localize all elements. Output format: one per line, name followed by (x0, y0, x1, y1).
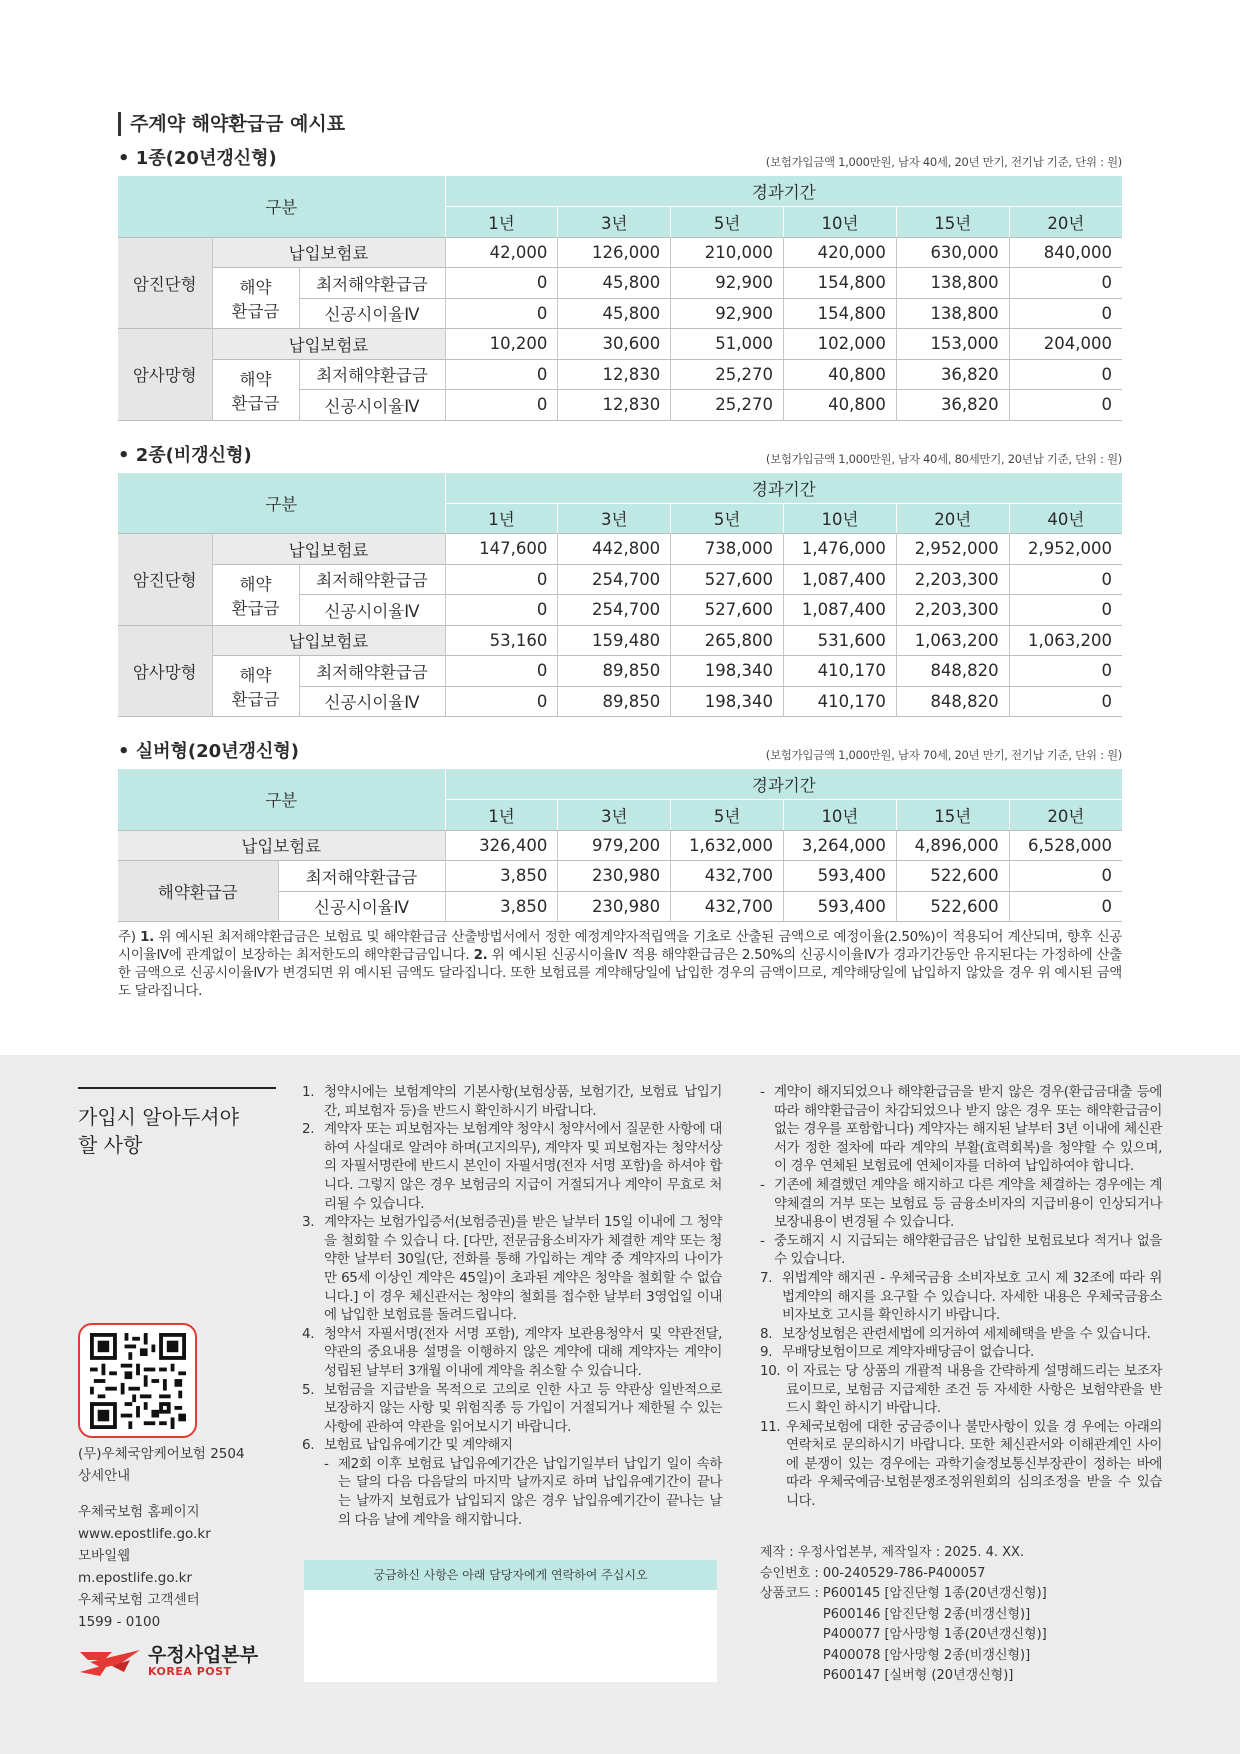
cell: 1,063,200 (1009, 625, 1122, 656)
cell: 0 (445, 656, 558, 687)
sub-item-text: 기존에 체결했던 계약을 해지하고 다른 계약을 체결하는 경우에는 계약체결의 거부 또는 보험료 등 금융소비자의 지급비용이 인상되거나 보장내용이 변경될 수 있습니다. (774, 1176, 1162, 1231)
group-label: 암사망형 (118, 625, 212, 717)
public-rate-label: 신공시이율Ⅳ (278, 891, 445, 922)
period-header: 경과기간 (445, 769, 1122, 800)
notice-column-2 (760, 1083, 1162, 1511)
made-by: 제작 : 우정사업본부, 제작일자 : 2025. 4. XX. (760, 1545, 1025, 1560)
cell: 89,850 (558, 656, 671, 687)
product-code: P600145 [암진단형 1종(20년갱신형)] (822, 1586, 1047, 1601)
refund-label-2: 환급금 (231, 598, 280, 618)
year-header: 1년 (445, 207, 558, 238)
cell: 12,830 (558, 359, 671, 390)
year-header: 20년 (896, 503, 1009, 534)
cell: 40,800 (784, 359, 897, 390)
table1-header (118, 146, 1122, 170)
list-item (302, 1120, 722, 1213)
item-number: 9. (760, 1344, 773, 1361)
item-number: 5. (302, 1381, 315, 1398)
cell: 1,087,400 (784, 564, 897, 595)
item-text: 청약시에는 보험계약의 기본사항(보험상품, 보험기간, 보험료 납입기간, 피보험자 등)을 반드시 확인하시기 바랍니다. (324, 1084, 722, 1119)
title-rule (78, 1087, 276, 1089)
list-item (302, 1436, 722, 1455)
side-info (78, 1443, 278, 1633)
cell: 593,400 (784, 861, 897, 892)
cell: 210,000 (671, 237, 784, 268)
year-header: 5년 (671, 800, 784, 831)
cell: 89,850 (558, 686, 671, 717)
mobile-link[interactable]: m.epostlife.go.kr (78, 1570, 193, 1586)
gubun-header: 구분 (118, 176, 445, 237)
item-number: 11. (760, 1418, 781, 1435)
cell: 198,340 (671, 686, 784, 717)
table2-header (118, 443, 1122, 467)
cell: 840,000 (1009, 237, 1122, 268)
cell: 51,000 (671, 329, 784, 360)
sub-item: - 기존에 체결했던 계약을 해지하고 다른 계약을 체결하는 경우에는 계약체결의 거부 또는 보험료 등 금융소비자의 지급비용이 인상되거나 보장내용이 변경될 수 있습니다. (760, 1176, 1162, 1231)
table3-note: (보험가입금액 1,000만원, 남자 70세, 20년 만기, 전기납 기준, 단위 : 원) (765, 748, 1122, 762)
refund-label (212, 564, 299, 625)
cell: 527,600 (671, 595, 784, 626)
cell: 527,600 (671, 564, 784, 595)
list-item (760, 1362, 1162, 1418)
cell: 1,063,200 (896, 625, 1009, 656)
table-header-row (118, 176, 1122, 207)
cell: 0 (1009, 656, 1122, 687)
approval-number: 승인번호 : 00-240529-786-P400057 (760, 1565, 986, 1581)
cell: 92,900 (671, 268, 784, 299)
min-refund-label: 최저해약환급금 (299, 564, 445, 595)
year-header: 10년 (784, 207, 897, 238)
item-text: 계약자는 보험가입증서(보험증권)를 받은 날부터 15일 이내에 그 청약을 철회할 수 있습니 다. [다만, 전문금융소비자가 체결한 계약 또는 청약한 날부터 30일(단, 전화를 통해 가입하는 계약 중 계약자의 나이가 만 65세 이상인 계약은 45일)이 초과된 계약은 청약을 철회할 수 없습니다.] 이 경우 체신관서는 청약의 철회를 접수한 날부터 3영업일 이내에 납입한 보험료를 돌려드립니다. (324, 1214, 722, 1324)
item-text: 보장성보험은 관련세법에 의거하여 세제혜택을 받을 수 있습니다. (782, 1325, 1151, 1342)
product-code: P400078 [암사망형 2종(비갱신형)] (822, 1647, 1031, 1663)
item-text: 보험금을 지급받을 목적으로 고의로 인한 사고 등 약관상 일반적으로 보장하지 않는 사항 및 위험직종 등 가입이 거절되거나 제한될 수 있는 사항에 관하여 약관을 읽어보시기 바랍니다. (324, 1381, 722, 1435)
table-row (118, 534, 1122, 565)
cell: 92,900 (671, 298, 784, 329)
sub-item: - 중도해지 시 지급되는 해약환급금은 납입한 보험료보다 적거나 없을 수 있습니다. (760, 1232, 1162, 1268)
cell: 154,800 (784, 298, 897, 329)
cell: 36,820 (896, 359, 1009, 390)
cell: 0 (445, 595, 558, 626)
premium-label: 납입보험료 (118, 830, 445, 861)
product-info (78, 1443, 278, 1487)
refund-label (212, 268, 299, 329)
list-item (760, 1269, 1162, 1325)
production-info (760, 1543, 1047, 1687)
table-row (118, 656, 1122, 687)
premium-label: 납입보험료 (212, 237, 445, 268)
table3-title: • 실버형(20년갱신형) (118, 741, 299, 762)
year-header: 3년 (558, 800, 671, 831)
cell: 593,400 (784, 891, 897, 922)
footnote-text-1: 위 예시된 최저해약환급금은 보험료 및 해약환급금 산출방법서에서 정한 예정계약자적립액을 기초로 산출된 금액으로 예정이율(2.50%)이 적용되어 계산되며, 향후 신공시이율Ⅳ에 관계없이 보장하는 최저한도의 해약환급금입니다. (118, 929, 1122, 963)
cell: 12,830 (558, 390, 671, 421)
gubun-header: 구분 (118, 473, 445, 534)
refund-label-1: 해약 (239, 666, 272, 685)
year-header: 3년 (558, 503, 671, 534)
cell: 230,980 (558, 891, 671, 922)
logo-english: KOREA POST (148, 1665, 232, 1678)
product-detail-label: 상세안내 (78, 1468, 131, 1484)
cell: 42,000 (445, 237, 558, 268)
min-refund-label: 최저해약환급금 (299, 656, 445, 687)
min-refund-label: 최저해약환급금 (278, 861, 445, 892)
gubun-header: 구분 (118, 769, 445, 830)
cell: 0 (1009, 686, 1122, 717)
qr-code-icon (90, 1333, 186, 1429)
group-label: 암사망형 (118, 329, 212, 421)
cell: 531,600 (784, 625, 897, 656)
cell: 420,000 (784, 237, 897, 268)
cell: 265,800 (671, 625, 784, 656)
cell: 153,000 (896, 329, 1009, 360)
cell: 138,800 (896, 268, 1009, 299)
period-header: 경과기간 (445, 473, 1122, 504)
cell: 159,480 (558, 625, 671, 656)
table2-note: (보험가입금액 1,000만원, 남자 40세, 80세만기, 20년납 기준, 단위 : 원) (765, 451, 1122, 466)
cell: 30,600 (558, 329, 671, 360)
cell: 522,600 (896, 861, 1009, 892)
year-header: 5년 (671, 503, 784, 534)
refund-table-type2 (118, 473, 1122, 718)
table1-title: • 1종(20년갱신형) (118, 148, 277, 169)
sub-item: - 제2회 이후 보험료 납입유예기간은 납입기일부터 납입기 일이 속하는 달의 다음 다음달의 마지막 날까지로 하며 납입유예기간이 끝나는 날까지 보험료가 납입되지 않은 경우 납입유예기간이 끝나는 날의 다음 날에 계약을 해지합니다. (324, 1455, 722, 1528)
list-item (760, 1343, 1162, 1362)
cell: 2,203,300 (896, 595, 1009, 626)
public-rate-label: 신공시이율Ⅳ (299, 390, 445, 421)
cell: 0 (1009, 359, 1122, 390)
table-row (118, 268, 1122, 299)
cell: 1,087,400 (784, 595, 897, 626)
cell: 138,800 (896, 298, 1009, 329)
table-row (118, 564, 1122, 595)
cell: 40,800 (784, 390, 897, 421)
item-text: 위법계약 해지권 - 우체국금융 소비자보호 고시 제 32조에 따라 위법계약의 해지를 요구할 수 있습니다. 자세한 내용은 우체국금융소비자보호 고시를 확인하시기 바랍니다. (782, 1269, 1162, 1324)
year-header: 3년 (558, 207, 671, 238)
premium-label: 납입보험료 (212, 534, 445, 565)
cell: 442,800 (558, 534, 671, 565)
cell: 630,000 (896, 237, 1009, 268)
cell: 0 (445, 390, 558, 421)
refund-label (212, 359, 299, 420)
refund-label-2: 환급금 (231, 302, 280, 321)
cell: 254,700 (558, 564, 671, 595)
table-row (118, 359, 1122, 390)
contact-box (304, 1560, 717, 1682)
cell: 53,160 (445, 625, 558, 656)
cell: 45,800 (558, 268, 671, 299)
cell: 0 (1009, 861, 1122, 892)
group-label: 암진단형 (118, 534, 212, 626)
min-refund-label: 최저해약환급금 (299, 268, 445, 299)
notice-column-1 (302, 1083, 722, 1529)
table-row (118, 237, 1122, 268)
year-header: 20년 (1009, 800, 1122, 831)
product-code: P600147 [실버형 (20년갱신형)] (822, 1668, 1014, 1683)
public-rate-label: 신공시이율Ⅳ (299, 595, 445, 626)
refund-label-2: 환급금 (231, 690, 280, 709)
cell: 2,203,300 (896, 564, 1009, 595)
notice-title (78, 1103, 278, 1159)
footnote-num-1: 1. (140, 929, 154, 945)
cell: 3,264,000 (784, 830, 897, 861)
product-code-list (823, 1584, 1047, 1687)
cell: 0 (1009, 564, 1122, 595)
cell: 198,340 (671, 656, 784, 687)
cell: 0 (1009, 595, 1122, 626)
cell: 6,528,000 (1009, 830, 1122, 861)
item-text: 계약자 또는 피보험자는 보험계약 청약시 청약서에서 질문한 사항에 대하여 사실대로 알려야 하며(고지의무), 계약자 및 피보험자는 청약서상의 자필서명란에 반드시 본인이 자필서명(전자 서명 포함)을 하셔야 합니다. 그렇지 않은 경우 보험금의 지급이 거절되거나 계약이 무효로 처리될 수 있습니다. (324, 1121, 722, 1212)
refund-label-1: 해약 (239, 574, 272, 594)
sub-item-text: 계약이 해지되었으나 해약환급금을 받지 않은 경우(환급금대출 등에 따라 해약환급금이 차감되었으나 받지 않은 경우 또는 해약환급금이 없는 경우를 포함합니다) 계약자는 해지된 날부터 3년 이내에 체신관서가 정한 절차에 따라 계약의 부활(효력회복)을 청약할 수 있으며, 이 경우 연체된 보험료에 연체이자를 더하여 납입하여야 합니다. (774, 1084, 1162, 1175)
item-number: 6. (302, 1437, 315, 1454)
mobile-label: 모바일웹 (78, 1548, 131, 1564)
cell: 0 (1009, 390, 1122, 421)
cell: 3,850 (445, 891, 558, 922)
cell: 45,800 (558, 298, 671, 329)
item-text: 보험료 납입유예기간 및 계약해지 (324, 1437, 513, 1454)
table-row (118, 625, 1122, 656)
cell: 0 (445, 564, 558, 595)
min-refund-label: 최저해약환급금 (299, 359, 445, 390)
center-phone[interactable]: 1599 - 0100 (78, 1614, 161, 1630)
item-number: 1. (302, 1084, 315, 1100)
cell: 230,980 (558, 861, 671, 892)
cell: 1,476,000 (784, 534, 897, 565)
footnote (118, 928, 1122, 1000)
refund-label (212, 656, 299, 717)
refund-section (118, 112, 1122, 1000)
table-header-row (118, 473, 1122, 504)
table-row (118, 830, 1122, 861)
list-item (302, 1381, 722, 1437)
public-rate-label: 신공시이율Ⅳ (299, 298, 445, 329)
cell: 0 (445, 268, 558, 299)
contact-header: 궁금하신 사항은 아래 담당자에게 연락하여 주십시오 (304, 1560, 717, 1590)
cell: 0 (445, 359, 558, 390)
year-header: 1년 (445, 800, 558, 831)
cell: 0 (445, 686, 558, 717)
product-code: P600146 [암진단형 2종(비갱신형)] (822, 1606, 1031, 1622)
public-rate-label: 신공시이율Ⅳ (299, 686, 445, 717)
item-number: 2. (302, 1121, 315, 1138)
group-label: 암진단형 (118, 237, 212, 329)
year-header: 5년 (671, 207, 784, 238)
cell: 848,820 (896, 686, 1009, 717)
table2-title: • 2종(비갱신형) (118, 444, 252, 466)
sub-item-text: 중도해지 시 지급되는 해약환급금은 납입한 보험료보다 적거나 없을 수 있습니다. (774, 1232, 1162, 1268)
notice-title-line1: 가입시 알아두셔야 (78, 1105, 239, 1129)
cell: 25,270 (671, 359, 784, 390)
cell: 432,700 (671, 861, 784, 892)
cell: 147,600 (445, 534, 558, 565)
cell: 432,700 (671, 891, 784, 922)
sub-item-text: 제2회 이후 보험료 납입유예기간은 납입기일부터 납입기 일이 속하는 달의 다음 다음달의 마지막 날까지로 하며 납입유예기간이 끝나는 날까지 보험료가 납입되지 않은 경우 납입유예기간이 끝나는 날의 다음 날에 계약을 해지합니다. (338, 1455, 722, 1528)
cell: 326,400 (445, 830, 558, 861)
cell: 979,200 (558, 830, 671, 861)
item-text: 무배당보험이므로 계약자배당금이 없습니다. (782, 1344, 1034, 1361)
table-header-row (118, 769, 1122, 800)
year-header: 1년 (445, 503, 558, 534)
product-codes (760, 1584, 1047, 1687)
qr-code[interactable] (78, 1323, 197, 1438)
year-header: 20년 (1009, 207, 1122, 238)
page-title: 주계약 해약환급금 예시표 (118, 112, 1122, 136)
cell: 2,952,000 (1009, 534, 1122, 565)
cell: 3,850 (445, 861, 558, 892)
item-number: 4. (302, 1325, 315, 1342)
list-item (760, 1418, 1162, 1511)
refund-table-silver (118, 769, 1122, 922)
cell: 0 (1009, 298, 1122, 329)
center-label: 우체국보험 고객센터 (78, 1592, 200, 1608)
cell: 102,000 (784, 329, 897, 360)
cell: 25,270 (671, 390, 784, 421)
korea-post-logo (78, 1645, 258, 1678)
list-item (302, 1083, 722, 1120)
footnote-num-2: 2. (473, 947, 488, 963)
footnote-text-2: 위 예시된 신공시이율Ⅳ 적용 해약환급금은 2.50%의 신공시이율Ⅳ가 경과기간동안 유지된다는 가정하에 산출한 금액으로 신공시이율Ⅳ가 변경되면 위 예시된 금액도 달라집니다. 또한 보험료를 계약해당일에 납입한 경우의 금액이므로, 계약해당일에 납입하지 않았을 경우 위 예시된 금액도 달라집니다. (118, 947, 1122, 999)
year-header: 15년 (896, 207, 1009, 238)
list-item (760, 1325, 1162, 1344)
year-header: 40년 (1009, 503, 1122, 534)
item-number: 10. (760, 1362, 781, 1379)
cell: 126,000 (558, 237, 671, 268)
cell: 410,170 (784, 686, 897, 717)
cell: 1,632,000 (671, 830, 784, 861)
item-text: 청약서 자필서명(전자 서명 포함), 계약자 보관용청약서 및 약관전달, 약관의 중요내용 설명을 이행하지 않은 계약에 대해 계약자는 계약이 성립된 날부터 3개월 이내에 계약을 취소할 수 있습니다. (324, 1325, 722, 1379)
product-code: P400077 [암사망형 1종(20년갱신형)] (822, 1627, 1047, 1642)
notice-section (0, 1055, 1240, 1754)
cell: 0 (445, 298, 558, 329)
logo-korean: 우정사업본부 (148, 1644, 259, 1666)
list-item (302, 1325, 722, 1381)
item-number: 8. (760, 1325, 773, 1342)
cell: 36,820 (896, 390, 1009, 421)
year-header: 10년 (784, 800, 897, 831)
refund-label-2: 환급금 (231, 393, 280, 413)
table-row (118, 861, 1122, 892)
cell: 738,000 (671, 534, 784, 565)
cell: 522,600 (896, 891, 1009, 922)
list-item (302, 1213, 722, 1325)
refund-label-1: 해약 (239, 369, 272, 389)
cell: 154,800 (784, 268, 897, 299)
notice-title-line2: 할 사항 (78, 1133, 143, 1157)
footnote-prefix: 주) (118, 929, 141, 945)
homepage-label: 우체국보험 홈페이지 (78, 1504, 200, 1520)
cell: 204,000 (1009, 329, 1122, 360)
cell: 2,952,000 (896, 534, 1009, 565)
cell: 10,200 (445, 329, 558, 360)
refund-label: 해약환급금 (118, 861, 278, 922)
table3-header (118, 739, 1122, 763)
cell: 410,170 (784, 656, 897, 687)
cell: 0 (1009, 268, 1122, 299)
table-row (118, 329, 1122, 360)
cell: 4,896,000 (896, 830, 1009, 861)
item-number: 7. (760, 1269, 773, 1286)
product-name: (무)우체국암케어보험 2504 (78, 1446, 245, 1462)
item-text: 우체국보험에 대한 궁금증이나 불만사항이 있을 경 우에는 아래의 연락처로 문의하시기 바랍니다. 또한 체신관서와 이해관계인 사이에 분쟁이 있는 경우에는 과학기술정보통신부장관이 정하는 바에 따라 우체국예금·보험분쟁조정위원회의 심의조정을 받을 수 있습니다. (786, 1418, 1162, 1510)
table1-note: (보험가입금액 1,000만원, 남자 40세, 20년 만기, 전기납 기준, 단위 : 원) (765, 155, 1122, 169)
product-code-label: 상품코드 : (760, 1586, 823, 1601)
item-text: 이 자료는 당 상품의 개괄적 내용을 간략하게 설명해드리는 보조자료이므로, 보험금 지급제한 조건 등 자세한 사항은 보험약관을 반드시 확인 하시기 바랍니다. (786, 1362, 1162, 1417)
refund-table-type1 (118, 176, 1122, 421)
item-number: 3. (302, 1214, 315, 1231)
cell: 0 (1009, 891, 1122, 922)
premium-label: 납입보험료 (212, 329, 445, 360)
cell: 848,820 (896, 656, 1009, 687)
year-header: 15년 (896, 800, 1009, 831)
refund-label-1: 해약 (239, 278, 272, 297)
homepage-link[interactable]: www.epostlife.go.kr (78, 1526, 211, 1542)
premium-label: 납입보험료 (212, 625, 445, 656)
year-header: 10년 (784, 503, 897, 534)
sub-item: - 계약이 해지되었으나 해약환급금을 받지 않은 경우(환급금대출 등에 따라 해약환급금이 차감되었으나 받지 않은 경우 또는 해약환급금이 없는 경우를 포함합니다) 계약자는 해지된 날부터 3년 이내에 체신관서가 정한 절차에 따라 계약의 부활(효력회복)을 청약할 수 있으며, 이 경우 연체된 보험료에 연체이자를 더하여 납입하여야 합니다. (760, 1084, 1162, 1175)
cell: 254,700 (558, 595, 671, 626)
korea-post-emblem-icon (78, 1646, 142, 1678)
period-header: 경과기간 (445, 176, 1122, 207)
logo-text (148, 1645, 258, 1678)
